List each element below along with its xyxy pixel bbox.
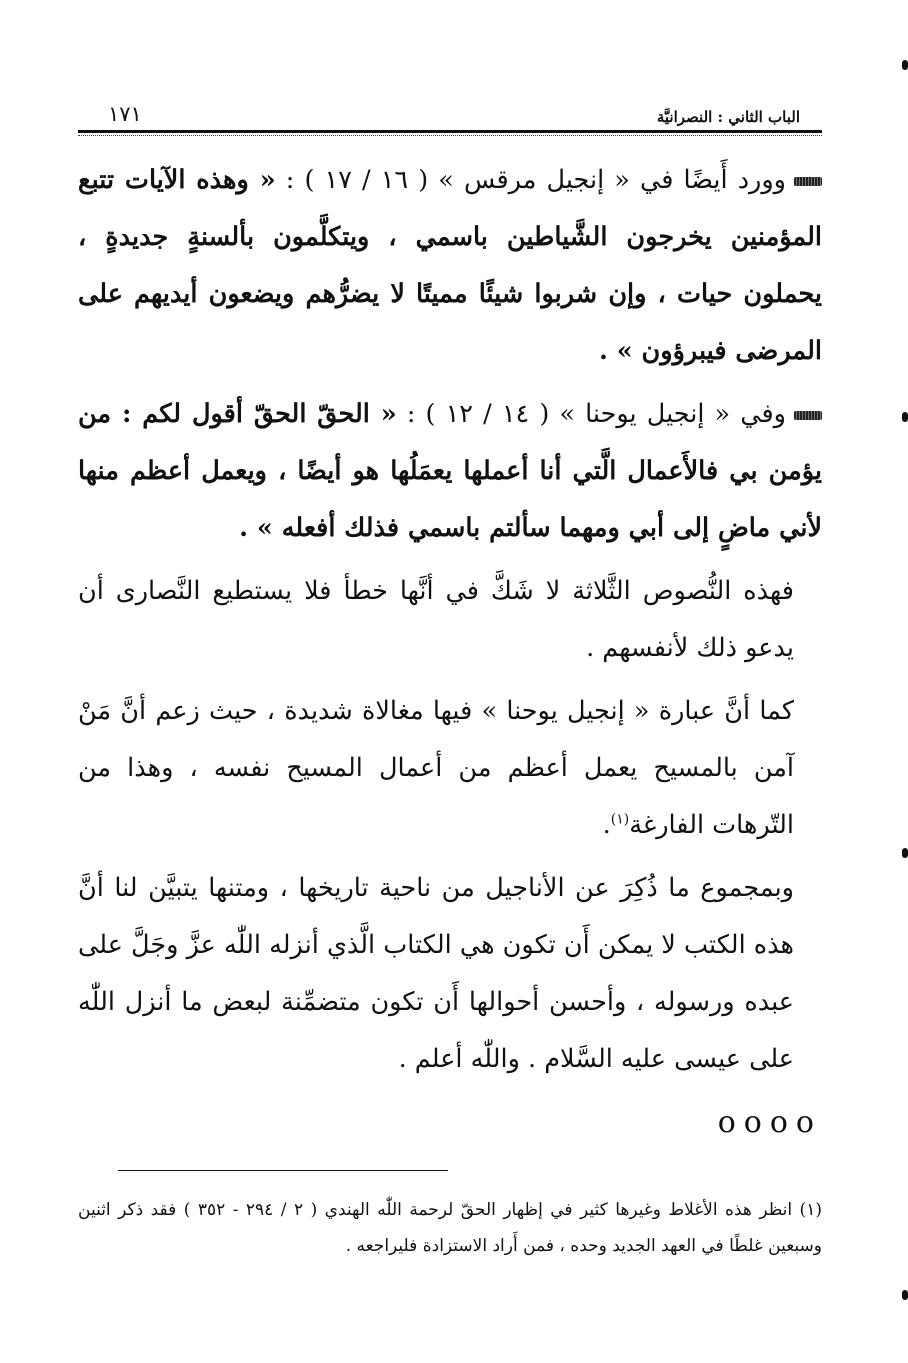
paragraph-lead: وورد أَيضًا في « إنجيل مرقس » ( ١٦ / ١٧ ) :	[285, 165, 786, 195]
paragraph	[78, 683, 822, 854]
paragraph-marker-icon	[794, 411, 822, 420]
book-page	[78, 90, 822, 1290]
paragraph	[78, 386, 822, 557]
header-rule-dotted	[78, 135, 822, 136]
paragraph: فهذه النُّصوص الثَّلاثة لا شَكَّ في أنَّها خطأ فلا يستطيع النَّصارى أن يدعو ذلك لأنفسهم .	[78, 576, 794, 663]
paragraph	[78, 152, 822, 380]
page-number: ١٧١	[108, 102, 142, 126]
main-text	[78, 152, 822, 1151]
footnote: (١) انظر هذه الأغلاط وغيرها كثير في إظهار الحقّ لرحمة اللّٰه الهندي ( ٢ / ٢٩٤ - ٣٥٢ ) فقد ذكر اثنين وسبعين غلطًا في العهد الجديد وحده ، فمن أَراد الاستزادة فليراجعه .	[78, 1200, 822, 1256]
scripture-quote: « وهذه الآيات تتبع المؤمنين يخرجون الشَّياطين باسمي ، ويتكلَّمون بألسنةٍ جديدةٍ ، يحملون حيات ، وإن شربوا شيئًا مميتًا لا يضرُّهم ويضعون أيديهم على المرضى فيبرؤون » .	[78, 165, 822, 366]
paragraph-marker-icon	[794, 177, 822, 186]
scan-edge-mark	[902, 1290, 908, 1300]
paragraph-end: .	[602, 810, 611, 840]
scripture-quote: « الحقّ الحقّ أقول لكم : من يؤمن بي فالأَعمال الَّتي أنا أعملها يعمَلُها هو أيضًا ، ويعمل أعظم منها لأني ماضٍ إلى أبي ومهما سألتم باسمي فذلك أفعله » .	[78, 399, 822, 543]
running-header	[78, 90, 822, 126]
section-ornament: oooo	[717, 1105, 822, 1140]
paragraph-lead: وفي « إنجيل يوحنا » ( ١٤ / ١٢ ) :	[406, 399, 786, 429]
header-rule	[78, 130, 822, 133]
scan-edge-mark	[902, 412, 908, 422]
footnotes	[78, 1192, 822, 1264]
footnote-reference: (١)	[610, 811, 630, 828]
footnote-rule	[118, 1170, 448, 1171]
paragraph: وبمجموع ما ذُكِرَ عن الأناجيل من ناحية تاريخها ، ومتنها يتبيَّن لنا أنَّ هذه الكتب لا يمكن أَن تكون هي الكتاب الَّذي أنزله اللّٰه عزَّ وجَلَّ على عبده ورسوله ، وأحسن أحوالها أَن تكون متضمِّنة لبعض ما أنزل اللّٰه على عيسى عليه السَّلام . واللّٰه أعلم .	[78, 873, 794, 1074]
scan-edge-mark	[902, 848, 908, 858]
paragraph-text: كما أنَّ عبارة « إنجيل يوحنا » فيها مغالاة شديدة ، حيث زعم أنَّ مَنْ آمن بالمسيح يعمل أعظم من أعمال المسيح نفسه ، وهذا من التّرهات الفارغة	[78, 696, 794, 840]
chapter-title: الباب الثاني : النصرانيَّة	[656, 108, 800, 126]
scan-edge-mark	[902, 60, 908, 70]
